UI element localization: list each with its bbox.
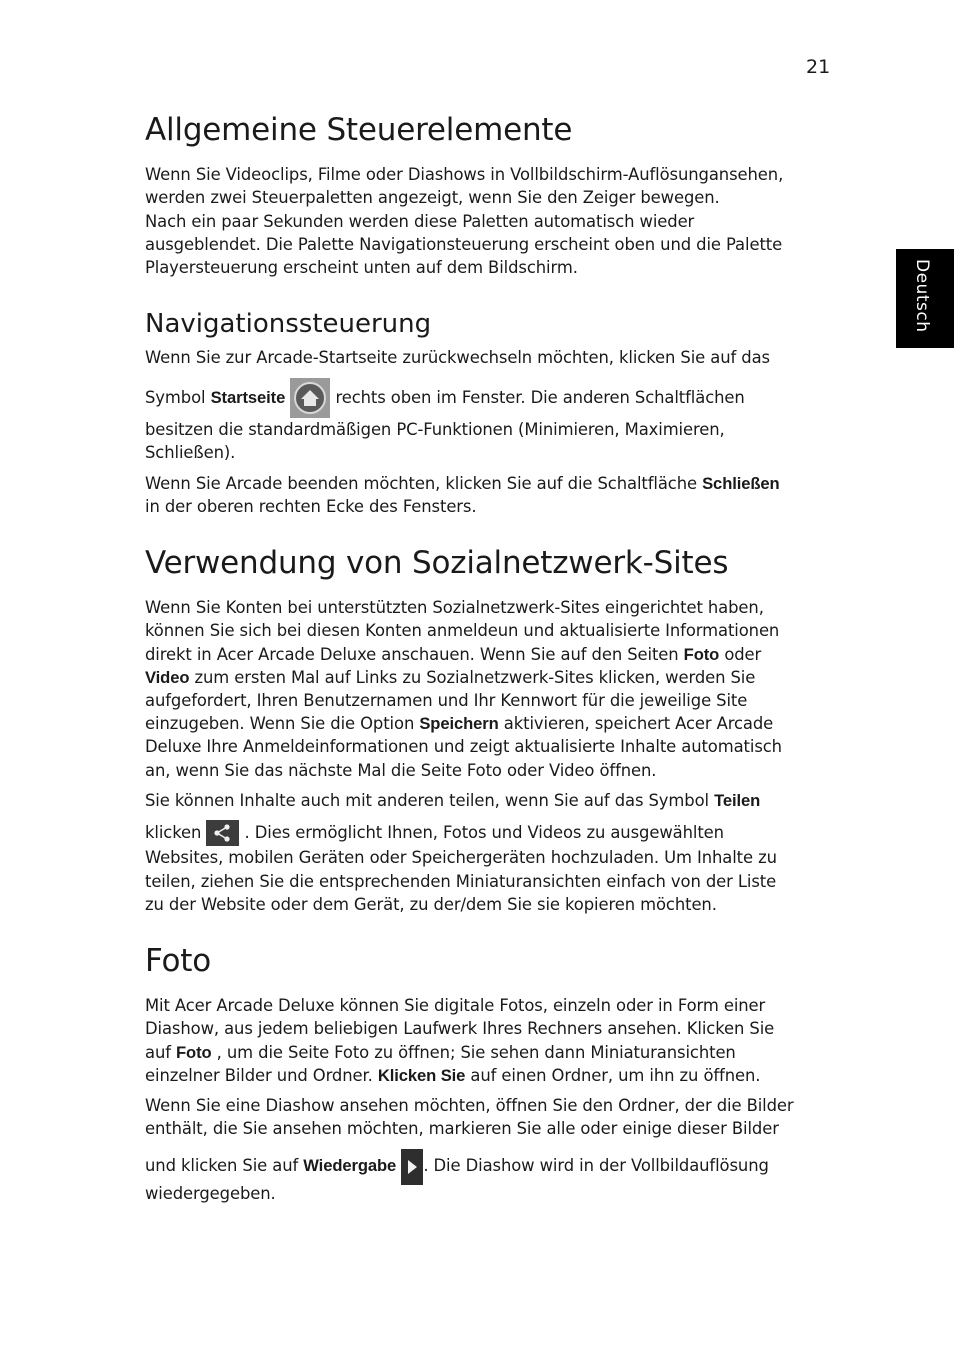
paragraph-sozialnetzwerk: Wenn Sie Konten bei unterstützten Sozialnetzwerk-Sites eingerichtet haben, können Sie sich bei diesen Konten anmeldeun und aktualisierte Informationen direkt in Acer Arcade Deluxe anschauen. Wenn Sie auf den Seiten Foto oder Video zum ersten Mal auf Links zu Sozialnetzwerk-Sites klicken, werden Sie aufgefordert, Ihren Benutzernamen und Ihr Kennwort für die jeweilige Site einzugeben. Wenn Sie die Option Speichern aktivieren, speichert Acer Arcade Deluxe Ihre Anmeldeinformationen und zeigt aktualisierte Inhalte automatisch an, wenn Sie das nächste Mal die Seite Foto oder Video öffnen.: [145, 598, 782, 780]
paragraph-diashow: Wenn Sie eine Diashow ansehen möchten, öffnen Sie den Ordner, der die Bilder enthält, die Sie ansehen möchten, markieren Sie alle oder einige dieser Bilder: [145, 1096, 794, 1139]
language-tab: [896, 249, 954, 348]
paragraph-teilen-rest: Websites, mobilen Geräten oder Speichergeräten hochzuladen. Um Inhalte zu teilen, ziehen Sie die entsprechenden Miniaturansichten einfach von der Liste zu der Website oder dem Gerät, zu der/dem Sie sie kopieren möchten.: [145, 848, 777, 914]
paragraph-navigation-line2: Symbol Startseite rechts oben im Fenster. Die anderen Schaltflächen: [145, 378, 835, 419]
page-number: 21: [806, 56, 831, 78]
heading-allgemeine-steuerelemente: Allgemeine Steuerelemente: [145, 112, 573, 148]
heading-foto: Foto: [145, 943, 212, 980]
heading-navigationssteuerung: Navigationssteuerung: [145, 309, 432, 340]
paragraph-diashow-line4: wiedergegeben.: [145, 1184, 276, 1204]
language-tab-label: Deutsch: [912, 259, 932, 333]
page-content: [145, 112, 835, 1206]
heading-sozialnetzwerk: Verwendung von Sozialnetzwerk-Sites: [145, 544, 729, 581]
home-icon: [290, 378, 330, 418]
play-icon: [401, 1149, 423, 1185]
paragraph-navigation-line3: besitzen die standardmäßigen PC-Funktionen (Minimieren, Maximieren, Schließen).: [145, 420, 725, 463]
paragraph-navigation-line1: Wenn Sie zur Arcade-Startseite zurückwechseln möchten, klicken Sie auf das: [145, 348, 770, 368]
paragraph-schliessen: Wenn Sie Arcade beenden möchten, klicken Sie auf die Schaltfläche Schließen in der oberen rechten Ecke des Fensters.: [145, 473, 780, 516]
paragraph-steuerelemente: Wenn Sie Videoclips, Filme oder Diashows in Vollbildschirm-Auflösungansehen, werden zwei Steuerpaletten angezeigt, wenn Sie den Zeiger bewegen. Nach ein paar Sekunden werden diese Paletten automatisch wieder ausgeblendet. Die Palette Navigationsteuerung erscheint oben und die Palette Playersteuerung erscheint unten auf dem Bildschirm.: [145, 165, 784, 277]
paragraph-teilen-line2: klicken . Dies ermöglicht Ihnen, Fotos und Videos zu ausgewählten: [145, 820, 835, 847]
share-icon: [206, 820, 239, 846]
paragraph-teilen-line1: Sie können Inhalte auch mit anderen teilen, wenn Sie auf das Symbol Teilen: [145, 790, 761, 810]
paragraph-foto: Mit Acer Arcade Deluxe können Sie digitale Fotos, einzeln oder in Form einer Diashow, aus jedem beliebigen Laufwerk Ihres Rechners ansehen. Klicken Sie auf Foto , um die Seite Foto zu öffnen; Sie sehen dann Miniaturansichten einzelner Bilder und Ordner. Klicken Sie auf einen Ordner, um ihn zu öffnen.: [145, 996, 775, 1085]
paragraph-diashow-line3: und klicken Sie auf Wiedergabe . Die Diashow wird in der Vollbildauflösung: [145, 1146, 835, 1186]
